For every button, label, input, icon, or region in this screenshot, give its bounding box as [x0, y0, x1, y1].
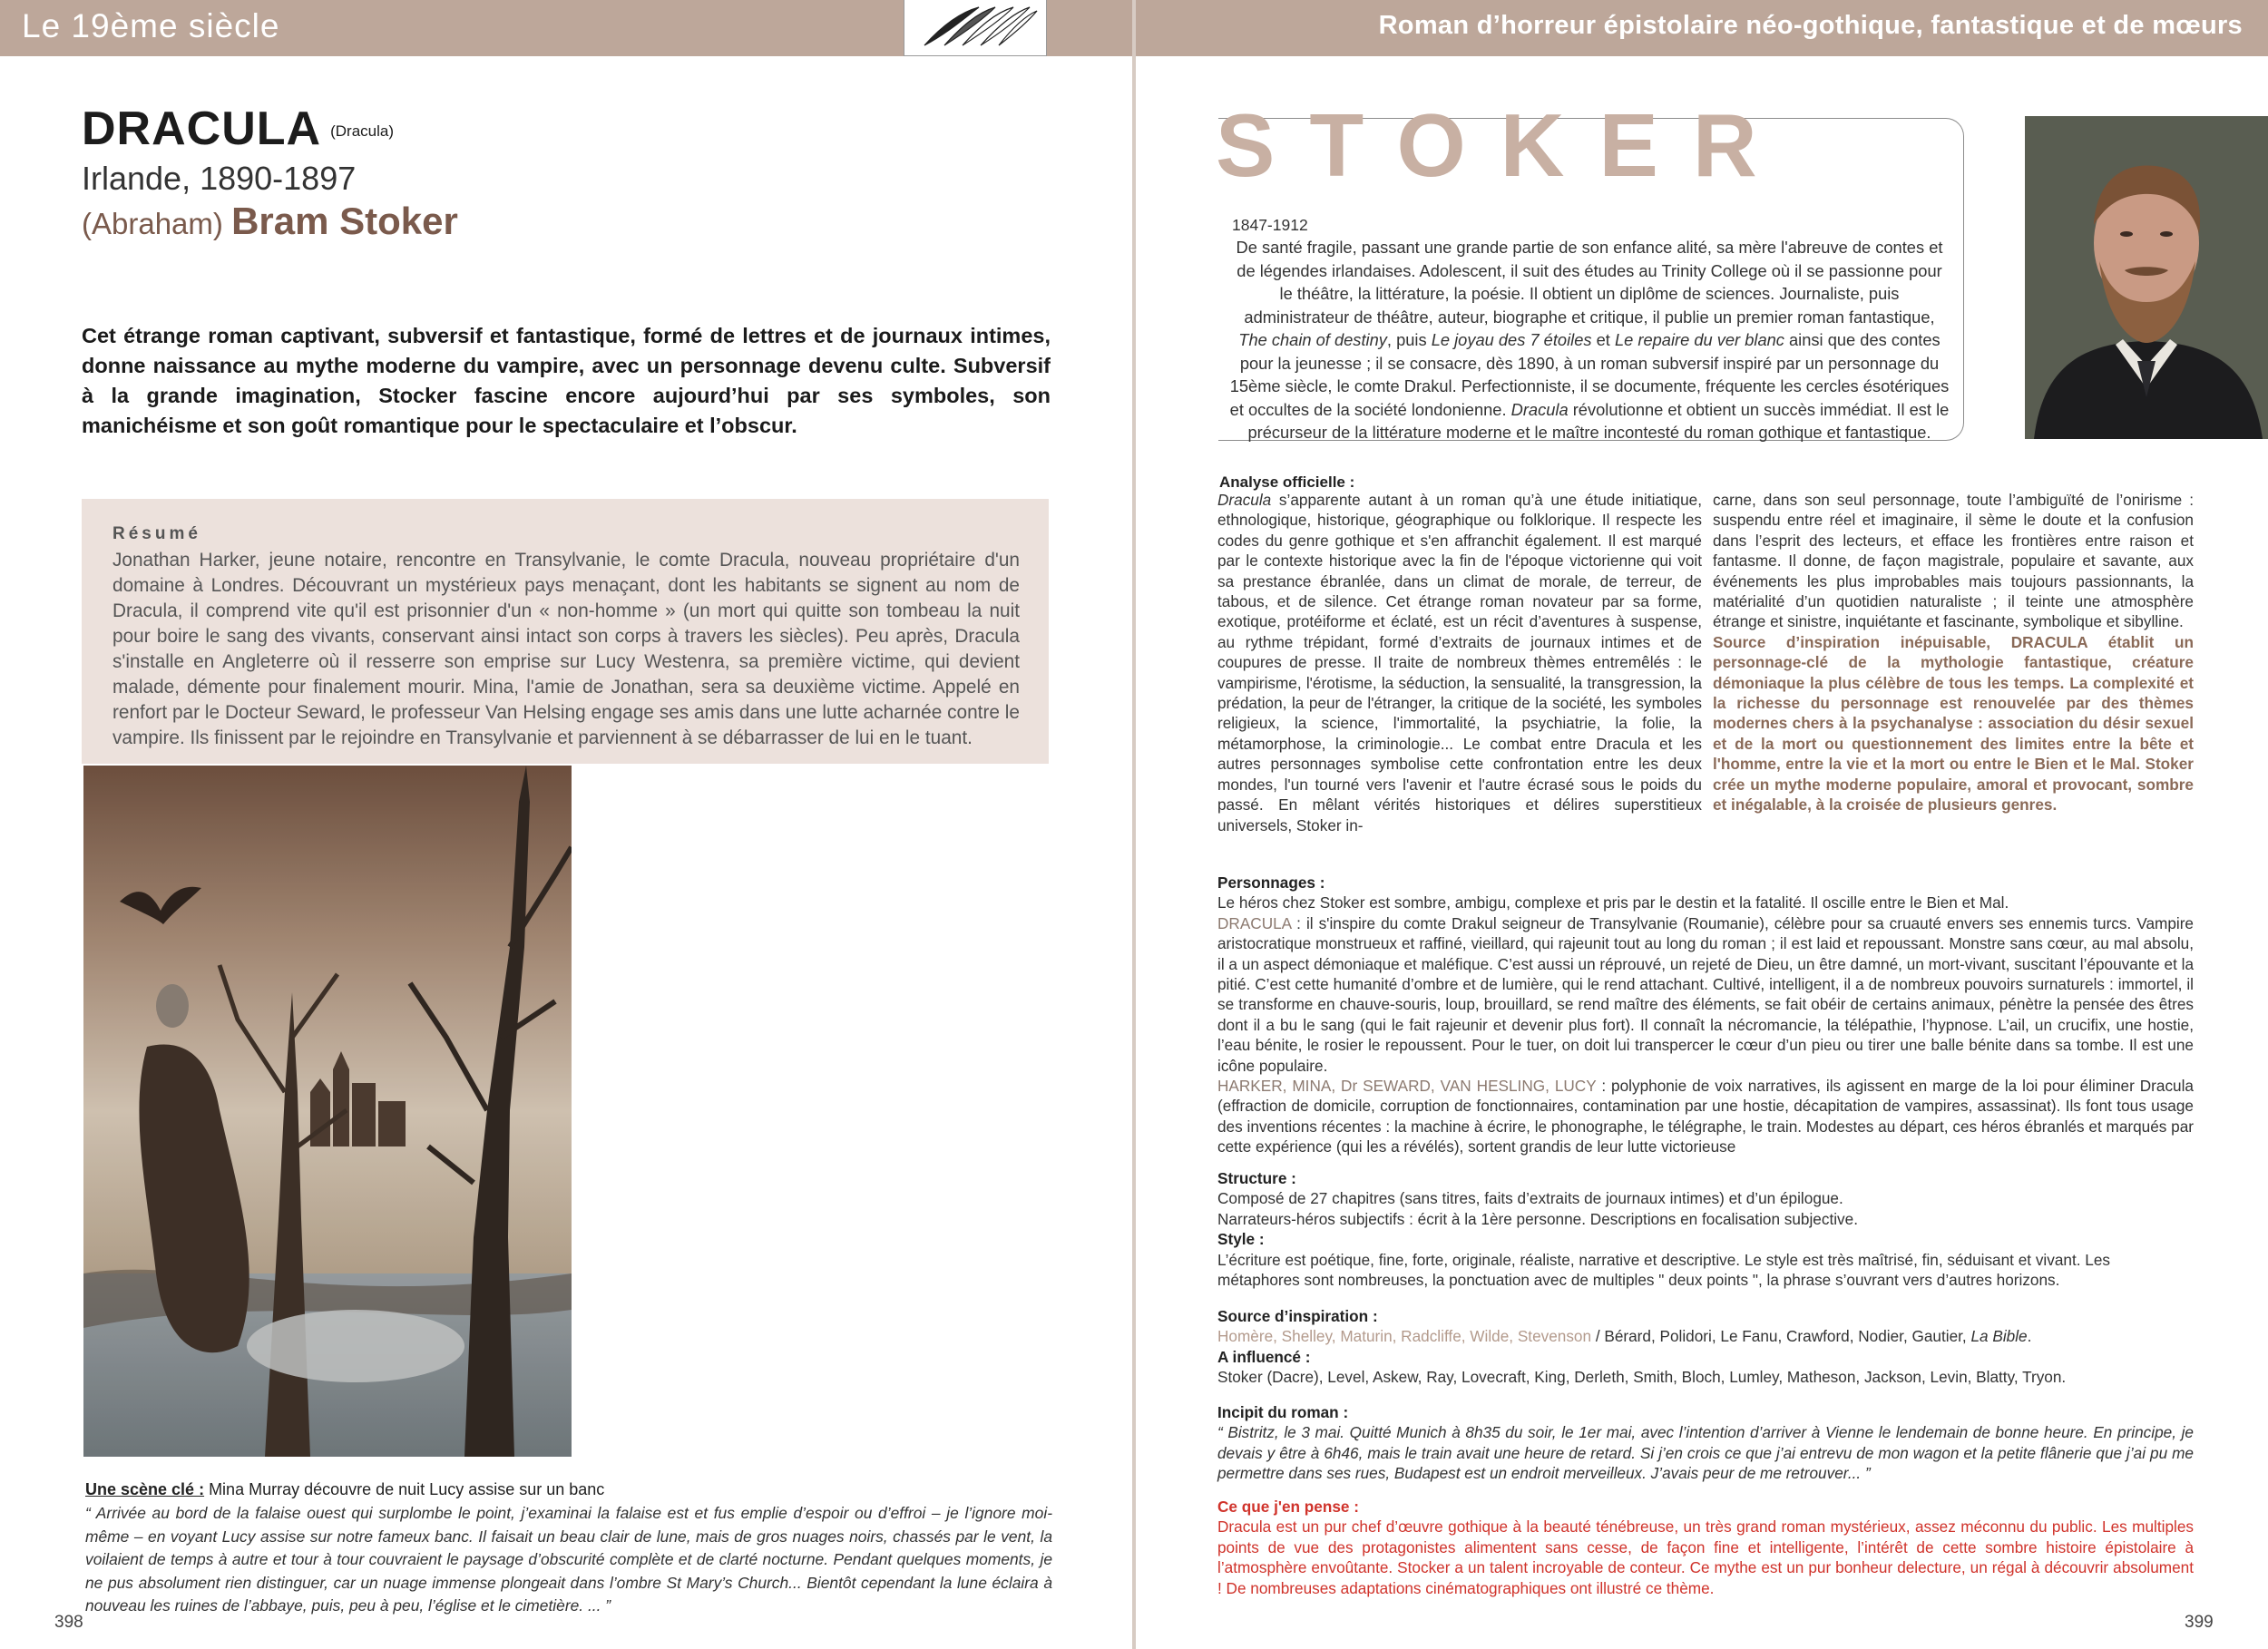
resume-box: [82, 499, 1049, 764]
style-label: Style :: [1217, 1230, 1265, 1249]
analyse-column-b: carne, dans son seul personnage, toute l’ambiguïté de l’onirisme : suspendu entre réel et imaginaire, il sème le doute et la confusion dans l’esprit des lecteurs, et efface les frontières entre raison et fantasme. Il donne, de façon magistrale, populaire et savante, aux événements les plus improbables mais toujours passionnants, la matérialité d’un quotidien naturaliste ; il teinte une atmosphère étrange et sinistre, inquiétante et fascinante, symbolique et sibylline. Source d’inspiration inépuisable, DRACULA établit un personnage-clé de la mythologie fantastique, créature démoniaque la plus célèbre de tous les temps. La complexité et la richesse du personnage est renouvelée par des thèmes modernes chers à la psychanalyse : association du désir sexuel et de la mort ou questionnement des limites entre la bête et l'homme, entre la vie et la mort ou entre le Bien et le Mal. Stoker crée un mythe moderne populaire, amoral et provocant, sombre et inégalable, à la croisée de plusieurs genres.: [1713, 491, 2194, 815]
analyse-column-a: Dracula s’apparente autant à un roman qu’à une étude initiatique, ethnologique, historique, géographique ou folklorique. Il respecte les codes du genre gothique et s'en affranchit également. Il est marqué par le contexte historique avec la fin de l'époque victorienne qui voit sa prestance ébranlée, dans un climat de morale, de terreur, de tabous, et de silence. Cet étrange roman novateur par sa forme, exotique, protéiforme et éclaté, est un récit d’aventures à suspense, au rythme trépidant, formé d’extraits de journaux intimes et de coupures de presse. Il traite de nombreux thèmes entremêlés : le vampirisme, l'érotisme, la séduction, la sensualité, la transgression, la prédation, la peur de l'étranger, la critique de la société, les symboles religieux, la science, l'immortalité, la psychiatrie, la folie, la métamorphose, la criminologie... Le combat entre Dracula et les autres personnages symbolise cette confrontation entre les deux mondes, l'un tourné vers l'avenir et l'autre écrasé sous le poids du passé. En mêlant vérités historiques et délires superstitieux universels, Stoker in-: [1217, 491, 1702, 834]
dracula-description: DRACULA : il s'inspire du comte Drakul seigneur de Transylvanie (Roumanie), célèbre pour sa cruauté envers ses ennemis turcs. Vampire aristocratique monstrueux et raffiné, vieillard, qui rajeunit tout au long du roman ; il est laid et repoussant. Monstre sans cœur, au mal absolu, il a un aspect démoniaque et maléfique. C’est aussi un réprouvé, un rejeté de Dieu, un être damné, un mort-vivant, suscitant l’épouvante et la pitié. C’est cette humanité d’ombre et de lumière, qui le rend attachant. Cultivé, intelligent, il a de nombreux pouvoirs surnaturels : immortel, il se transforme en chauve-souris, loup, brouillard, se rend maître des éléments, se fait obéir de certains animaux, pénètre la pensée des êtres dont il a bu le sang (qui le fait rajeunir et devenir plus fort). Il connaît la nécromancie, la télépathie, l’hypnose. L’ail, un crucifix, une hostie, l’eau bénite, le rosier le repoussent. Pour le tuer, on doit lui transpercer le cœur d’un pieu ou tirer une balle bénite dans sa tombe. Il est une icône populaire.: [1217, 913, 2194, 1075]
page-number-left: 398: [54, 1613, 83, 1632]
source-label: Source d’inspiration :: [1217, 1307, 1378, 1325]
page-divider: [1132, 0, 1136, 1649]
place-dates: Irlande, 1890-1897: [82, 160, 357, 197]
personnages-label: Personnages :: [1217, 873, 1325, 892]
source-text: Homère, Shelley, Maturin, Radcliffe, Wilde, Stevenson / Bérard, Polidori, Le Fanu, Crawford, Nodier, Gautier, La Bible.: [1217, 1327, 2032, 1346]
scene-quote: “ Arrivée au bord de la falaise ouest qui surplombe le point, j’examinai la falaise est et fus emplie d’espoir ou d’effroi – je l’ignore moi-même – en voyant Lucy assise sur notre fameux banc. Il faisait un beau clair de lune, mais de gros nuages noirs, chassés par le vent, la voilaient de temps à autre et tour à tour couvraient le paysage d’obscurité complète et de clarté nocturne. Pendant quelques moments, je ne pus absolument rien distinguer, car un nuage immense plongeait dans l’ombre St Mary’s Church... Bientôt cependant la lune éclaira à nouveau les ruines de l’abbaye, puis, peu à peu, l’église et le cimetière. ... ”: [85, 1504, 1052, 1615]
author-biography: De santé fragile, passant une grande partie de son enfance alité, sa mère l'abreuve de contes et de légendes irlandaises. Adolescent, il suit des études au Trinity College où il se passionne pour le théâtre, la littérature, la poésie. Il obtient un diplôme de sciences. Journaliste, puis administrateur de théâtre, auteur, biographe et critique, il publie un premier roman fantastique, The chain of destiny, puis Le joyau des 7 étoiles et Le repaire du ver blanc ainsi que des contes pour la jeunesse ; il se consacre, dès 1890, à un roman subversif inspiré par un personnage du 15ème siècle, le comte Drakul. Perfectionniste, il se documente, fréquente les cercles ésotériques et occultes de la société londonienne. Dracula révolutionne et obtient un succès immédiat. Il est le précurseur de la littérature moderne et le maître incontesté du roman gothique et fantastique.: [1229, 238, 1950, 442]
structure-label: Structure :: [1217, 1169, 1296, 1187]
sources-section: [1217, 1306, 2194, 1388]
incipit-section: [1217, 1402, 2194, 1484]
lead-paragraph: Cet étrange roman captivant, subversif et fantastique, formé de lettres et de journaux intimes, donne naissance au mythe moderne du vampire, avec un personnage devenu culte. Subversif à la grande imagination, Stocker fascine encore aujourd’hui par ses symboles, son manichéisme et son goût romantique pour le spectaculaire et l’obscur.: [82, 324, 1051, 437]
structure-line-1: Composé de 27 chapitres (sans titres, faits d’extraits de journaux intimes) et d’un épilogue.: [1217, 1189, 1843, 1208]
analyse-label: Analyse officielle :: [1219, 473, 1355, 491]
personnages-intro: Le héros chez Stoker est sombre, ambigu, complexe et pris par le destin et la fatalité. Il oscille entre le Bien et Mal.: [1217, 893, 2009, 912]
section-title: Le 19ème siècle: [22, 7, 280, 44]
page-number-right: 399: [2185, 1613, 2214, 1632]
influence-label: A influencé :: [1217, 1347, 1311, 1366]
author-years: 1847-1912: [1232, 216, 1308, 234]
author-portrait: [2025, 116, 2268, 439]
scene-caption: Une scène clé : Mina Murray découvre de nuit Lucy assise sur un banc: [85, 1480, 605, 1498]
structure-section: [1217, 1168, 2194, 1290]
opinion-section: [1217, 1497, 2194, 1598]
opinion-text: Dracula est un pur chef d’œuvre gothique à la beauté ténébreuse, un très grand roman mystérieux, assez méconnu du public. Les multiples points de vue des protagonistes alimentent sans cesse, de façon fine et intelligente, l’intérêt de cette sombre histoire épistolaire à l’atmosphère envoûtante. Stocker a un talent incroyable de conteur. Ce mythe est un pur bonheur delecture, un régal à découvrir absolument ! De nombreuses adaptations cinématographiques ont illustré ce thème.: [1217, 1517, 2194, 1597]
structure-line-2: Narrateurs-héros subjectifs : écrit à la 1ère personne. Descriptions en focalisation subjective.: [1217, 1209, 1858, 1228]
quill-feathers-icon: [904, 0, 1047, 56]
genre-title: Roman d’horreur épistolaire néo-gothique, fantastique et de mœurs: [1378, 11, 2243, 40]
original-title: (Dracula): [330, 122, 394, 141]
resume-text: Jonathan Harker, jeune notaire, rencontre en Transylvanie, le comte Dracula, nouveau propriétaire d'un domaine à Londres. Découvrant un mystérieux pays menaçant, dont les habitants se signent au nom de Dracula, il comprend vite qu'il est prisonnier d'un « non-homme » (un mort qui quitte son tombeau la nuit pour boire le sang des vivants, conservant ainsi intact son corps à travers les siècles). Peu après, Dracula s'installe en Angleterre où il resserre son emprise sur Lucy Westenra, sa première victime, qui devient malade, démente pour finalement mourir. Mina, l'amie de Jonathan, sera sa deuxième victime. Appelé en renfort par le Docteur Seward, le professeur Van Helsing engage ses amis dans une lutte acharnée contre le vampire. Ils finissent par le rejoindre en Transylvanie et parviennent à se débarrasser de lui en le tuant.: [112, 550, 1020, 748]
others-description: HARKER, MINA, Dr SEWARD, VAN HESLING, LUCY : polyphonie de voix narratives, ils agissent en marge de la loi pour éliminer Dracula (effraction de domicile, corruption de fonctionnaires, contamination par une hostie, décapitation de vampires, assassinat). Ils font tous usage des inventions récentes : la machine à écrire, le phonographe, le télégraphe, le train. Modestes au départ, ces héros ébranlés et marqués par cette expérience (qui les a révélés), sortent grandis de leur lutte victorieuse: [1217, 1077, 2194, 1156]
author-name: (Abraham) Bram Stoker: [82, 200, 458, 242]
book-title: DRACULA (Dracula): [82, 102, 394, 155]
dracula-painting: [83, 766, 572, 1457]
style-text: L’écriture est poétique, fine, forte, originale, réaliste, narrative et descriptive. Le style est très maîtrisé, fin, séduisant et vivant. Les métaphores sont nombreuses, la ponctuation avec de multiples " deux points ", la phrase s’ouvrant vers d’autres horizons.: [1217, 1250, 2110, 1290]
opinion-label: Ce que j'en pense :: [1217, 1498, 1359, 1516]
resume-heading: Résumé: [112, 524, 201, 543]
incipit-label: Incipit du roman :: [1217, 1403, 1349, 1421]
influence-text: Stoker (Dacre), Level, Askew, Ray, Lovecraft, King, Derleth, Smith, Bloch, Lumley, Matheson, Jackson, Levin, Blatty, Tryon.: [1217, 1368, 2067, 1387]
author-surname: STOKER: [1216, 95, 1792, 195]
analyse-highlight: Source d’inspiration inépuisable, DRACULA établit un personnage-clé de la mythologie fantastique, créature démoniaque la plus célèbre de tous les temps. La complexité et la richesse du personnage est renouvelée par des thèmes modernes chers à la psychanalyse : association du désir sexuel et de la mort ou questionnement des limites entre la bête et l'homme, entre la vie et la mort ou entre le Bien et le Mal. Stoker crée un mythe moderne populaire, amoral et provocant, sombre et inégalable, à la croisée de plusieurs genres.: [1713, 632, 2194, 815]
header-right-bar: [1136, 0, 2268, 56]
incipit-text: “ Bistritz, le 3 mai. Quitté Munich à 8h35 du soir, le 1er mai, avec l’intention d’arriver à Vienne le lendemain de bonne heure. En principe, je devais y être à 6h46, mais le train avait une heure de retard. Si j’en crois ce que j’ai entrevu de mon wagon et la petite flânerie que j’ai pu me permettre dans ses rues, Budapest est un endroit merveilleux. J’avais peur de me retrouver... ”: [1217, 1423, 2194, 1483]
personnages-section: [1217, 873, 2194, 1157]
